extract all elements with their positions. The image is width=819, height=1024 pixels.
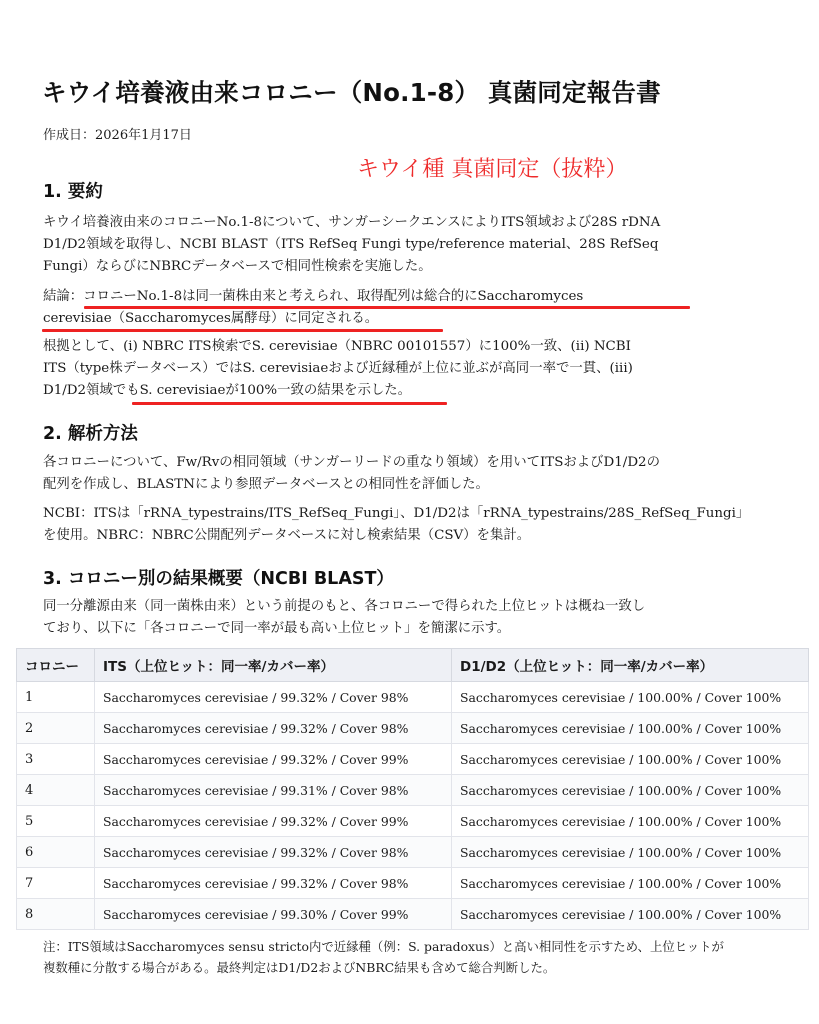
text-line: D1/D2領域でもS. cerevisiaeが100%一致の結果を示した。 <box>43 383 412 398</box>
its-result-cell: Saccharomyces cerevisiae / 99.32% / Cover 98% <box>95 868 452 899</box>
its-result-cell: Saccharomyces cerevisiae / 99.32% / Cover 99% <box>95 744 452 775</box>
text-line: 各コロニーについて、Fw/Rvの相同領域（サンガーリードの重なり領域）を用いてITSおよびD1/D2の <box>43 455 660 470</box>
report-title: キウイ培養液由来コロニー（No.1-8） 真菌同定報告書 <box>42 78 661 107</box>
d1d2-result-cell: Saccharomyces cerevisiae / 100.00% / Cover 100% <box>452 806 809 837</box>
d1d2-result-cell: Saccharomyces cerevisiae / 100.00% / Cover 100% <box>452 837 809 868</box>
d1d2-result-cell: Saccharomyces cerevisiae / 100.00% / Cover 100% <box>452 713 809 744</box>
text-line: 配列を作成し、BLASTNにより参照データベースとの相同性を評価した。 <box>43 477 489 492</box>
red-underline-mark <box>84 306 690 309</box>
methods-paragraph <box>43 452 783 496</box>
section-heading-results: 3. コロニー別の結果概要（NCBI BLAST） <box>43 569 394 589</box>
text-line: ており、以下に「各コロニーで同一率が最も高い上位ヒット」を簡潔に示す。 <box>43 621 511 636</box>
text-line: を使用。NBRC：NBRC公開配列データベースに対し検索結果（CSV）を集計。 <box>43 528 531 543</box>
text-line: NCBI：ITSは「rRNA_typestrains/ITS_RefSeq_Fungi」、D1/D2は「rRNA_typestrains/28S_RefSeq_Fungi」 <box>43 506 750 521</box>
d1d2-result-cell: Saccharomyces cerevisiae / 100.00% / Cover 100% <box>452 744 809 775</box>
its-result-cell: Saccharomyces cerevisiae / 99.32% / Cover 99% <box>95 806 452 837</box>
table-row <box>17 868 809 899</box>
d1d2-result-cell: Saccharomyces cerevisiae / 100.00% / Cover 100% <box>452 682 809 713</box>
table-header-row <box>17 649 809 682</box>
column-header-colony: コロニー <box>17 649 95 682</box>
text-line: 結論：コロニーNo.1-8は同一菌株由来と考えられ、取得配列は総合的にSaccharomyces <box>43 289 584 304</box>
text-line: 複数種に分散する場合がある。最終判定はD1/D2およびNBRC結果も含めて総合判断した。 <box>43 960 556 975</box>
table-row <box>17 682 809 713</box>
its-result-cell: Saccharomyces cerevisiae / 99.30% / Cover 99% <box>95 899 452 930</box>
its-result-cell: Saccharomyces cerevisiae / 99.31% / Cover 98% <box>95 775 452 806</box>
text-line: ITS（type株データベース）ではS. cerevisiaeおよび近縁種が上位に並ぶが高同一率で一貫、(iii) <box>43 361 633 376</box>
text-line: D1/D2領域を取得し、NCBI BLAST（ITS RefSeq Fungi type/reference material、28S RefSeq <box>43 237 659 252</box>
section-heading-summary: 1. 要約 <box>43 182 103 202</box>
table-row <box>17 775 809 806</box>
text-line: キウイ培養液由来のコロニーNo.1-8について、サンガーシークエンスによりITS領域および28S rDNA <box>43 215 661 230</box>
colony-number-cell: 8 <box>17 899 95 930</box>
text-line: 同一分離源由来（同一菌株由来）という前提のもと、各コロニーで得られた上位ヒットは概ね一致し <box>43 599 646 614</box>
creation-date: 作成日：2026年1月17日 <box>43 128 192 143</box>
red-underline-mark <box>42 329 443 332</box>
text-line: Fungi）ならびにNBRCデータベースで相同性検索を実施した。 <box>43 259 432 274</box>
evidence-paragraph <box>43 336 783 402</box>
its-result-cell: Saccharomyces cerevisiae / 99.32% / Cover 98% <box>95 682 452 713</box>
text-line: 根拠として、(i) NBRC ITS検索でS. cerevisiae（NBRC 00101557）に100%一致、(ii) NCBI <box>43 339 631 354</box>
colony-number-cell: 6 <box>17 837 95 868</box>
table-row <box>17 744 809 775</box>
table-row <box>17 899 809 930</box>
d1d2-result-cell: Saccharomyces cerevisiae / 100.00% / Cover 100% <box>452 775 809 806</box>
its-result-cell: Saccharomyces cerevisiae / 99.32% / Cover 98% <box>95 713 452 744</box>
table-row <box>17 713 809 744</box>
results-intro-paragraph <box>43 596 783 640</box>
red-underline-mark <box>132 402 447 405</box>
column-header-its: ITS（上位ヒット：同一率/カバー率） <box>95 649 452 682</box>
colony-number-cell: 5 <box>17 806 95 837</box>
text-line: cerevisiae（Saccharomyces属酵母）に同定される。 <box>43 311 379 326</box>
d1d2-result-cell: Saccharomyces cerevisiae / 100.00% / Cover 100% <box>452 868 809 899</box>
table-row <box>17 837 809 868</box>
colony-number-cell: 3 <box>17 744 95 775</box>
column-header-d1d2: D1/D2（上位ヒット：同一率/カバー率） <box>452 649 809 682</box>
results-table <box>16 648 809 930</box>
colony-number-cell: 1 <box>17 682 95 713</box>
text-line: 注：ITS領域はSaccharomyces sensu stricto内で近縁種（例：S. paradoxus）と高い相同性を示すため、上位ヒットが <box>43 939 724 954</box>
table-row <box>17 806 809 837</box>
its-result-cell: Saccharomyces cerevisiae / 99.32% / Cover 98% <box>95 837 452 868</box>
colony-number-cell: 7 <box>17 868 95 899</box>
colony-number-cell: 4 <box>17 775 95 806</box>
section-heading-methods: 2. 解析方法 <box>43 424 138 444</box>
colony-number-cell: 2 <box>17 713 95 744</box>
overlay-caption: キウイ種 真菌同定（抜粋） <box>357 157 628 182</box>
databases-paragraph <box>43 503 783 547</box>
d1d2-result-cell: Saccharomyces cerevisiae / 100.00% / Cover 100% <box>452 899 809 930</box>
summary-paragraph <box>43 212 783 278</box>
footnote <box>43 936 793 978</box>
